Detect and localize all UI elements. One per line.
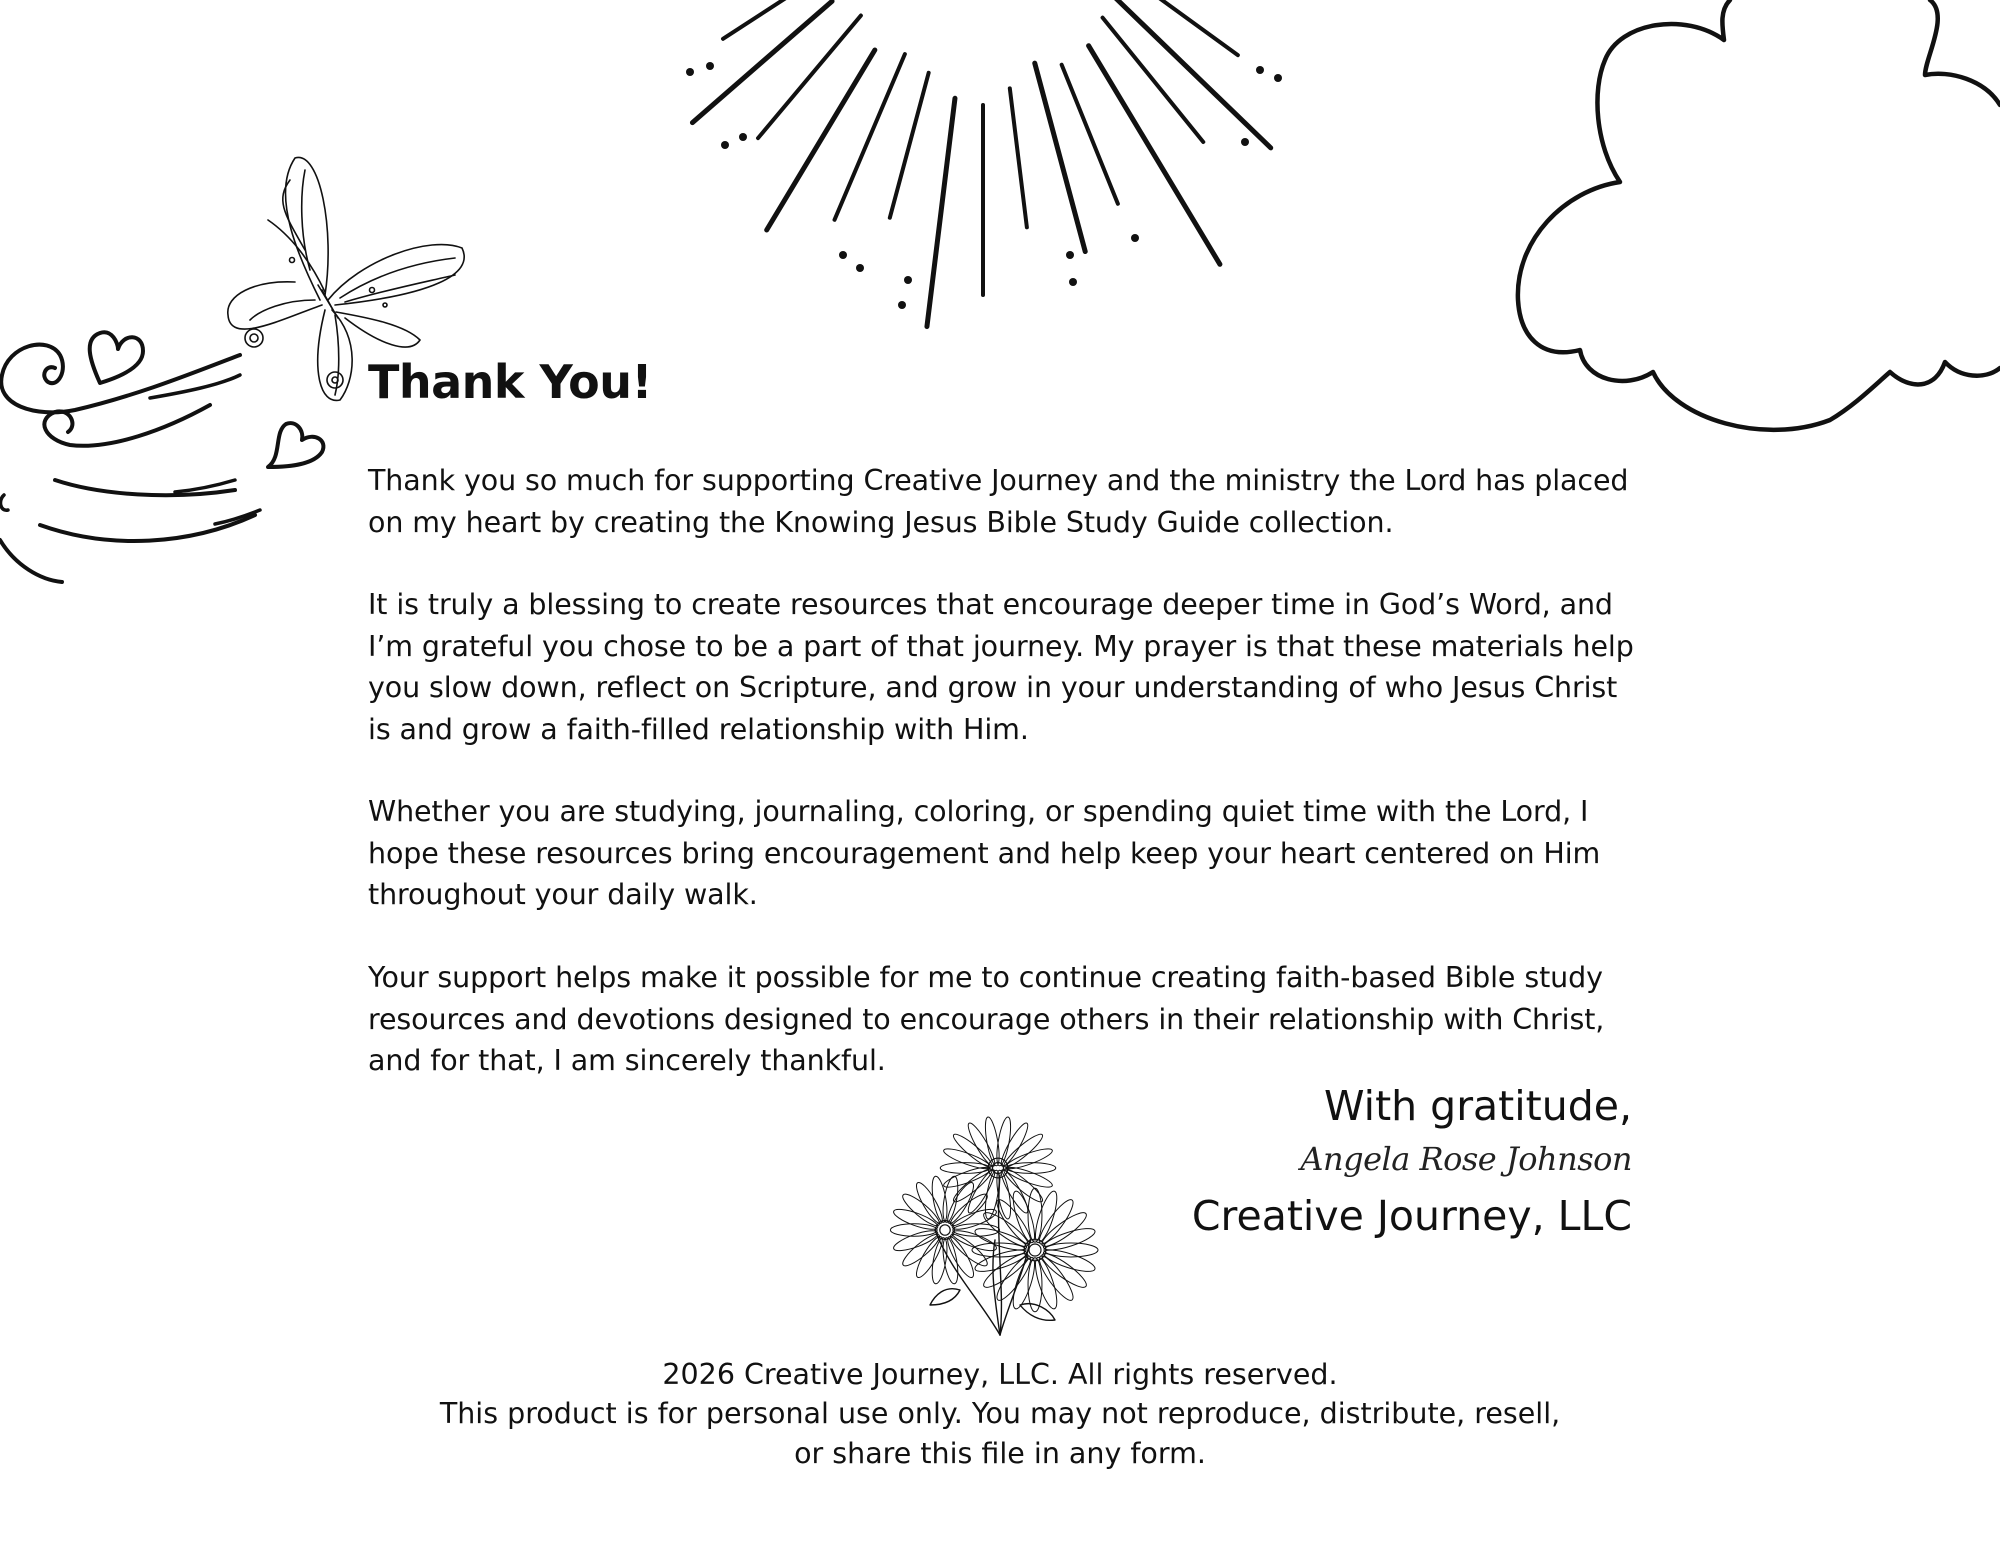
paragraph-encouragement: Whether you are studying, journaling, coloring, or spending quiet time with the Lord, I hope these resources bring encouragement and help keep your heart centered on Him throughout your daily walk.: [368, 795, 1601, 911]
sun-dot: [898, 301, 906, 309]
sun-ray: [1035, 63, 1085, 251]
sun-dot: [1274, 74, 1282, 82]
sun-dot: [1131, 234, 1139, 242]
page-title: Thank You!: [368, 355, 652, 409]
daisy-flower: [940, 1116, 1056, 1220]
sun-ray: [1125, 0, 1238, 55]
daisy-flower: [972, 1188, 1098, 1312]
heart-icon: [88, 320, 148, 382]
cloud-icon: [1500, 0, 2000, 440]
sun-dot: [1069, 278, 1077, 286]
sun-dot: [721, 141, 729, 149]
sun-dot: [706, 62, 714, 70]
sun-dot: [1066, 251, 1074, 259]
sun-ray: [767, 50, 875, 230]
sunburst-icon: [560, 0, 1440, 440]
sun-ray: [1062, 65, 1118, 204]
sun-ray: [890, 73, 929, 218]
sun-ray: [1010, 88, 1027, 227]
usage-notice-line: This product is for personal use only. You may not reproduce, distribute, resell,: [439, 1397, 1561, 1430]
sun-ray: [692, 1, 832, 122]
sun-dot: [839, 251, 847, 259]
sun-dot: [1241, 138, 1249, 146]
daisy-bouquet-icon: [890, 1120, 1110, 1350]
heart-icon: [262, 412, 334, 472]
daisy-flower: [890, 1175, 999, 1285]
paragraph-thanks: Thank you so much for supporting Creative Journey and the ministry the Lord has placed on my heart by creating the Knowing Jesus Bible Study Guide collection.: [368, 464, 1629, 539]
sun-ray: [927, 98, 955, 326]
sun-ray: [758, 16, 861, 139]
paragraph-support: Your support helps make it possible for me to continue creating faith-based Bible study resources and devotions designed to encourage others in their relationship with Christ, and for that, I am sincerely thankful.: [368, 961, 1605, 1077]
copyright-line: 2026 Creative Journey, LLC. All rights reserved.: [662, 1358, 1338, 1391]
sun-dot: [739, 133, 747, 141]
sun-dot: [686, 68, 694, 76]
closing-line: With gratitude,: [1324, 1082, 1632, 1130]
company-name: Creative Journey, LLC: [1191, 1192, 1632, 1240]
usage-notice-line-2: or share this file in any form.: [794, 1437, 1206, 1470]
sun-ray: [723, 0, 836, 39]
sun-dot: [904, 276, 912, 284]
signature: Angela Rose Johnson: [1300, 1140, 1632, 1178]
sun-dot: [1256, 66, 1264, 74]
sun-dot: [856, 264, 864, 272]
paragraph-blessing: It is truly a blessing to create resources that encourage deeper time in God’s Word, and I’m grateful you chose to be a part of that journey. My prayer is that these materials help you slow down, reflect on Scripture, and grow in your understanding of who Jesus Christ is and grow a faith-filled relationship with Him.: [368, 588, 1634, 746]
